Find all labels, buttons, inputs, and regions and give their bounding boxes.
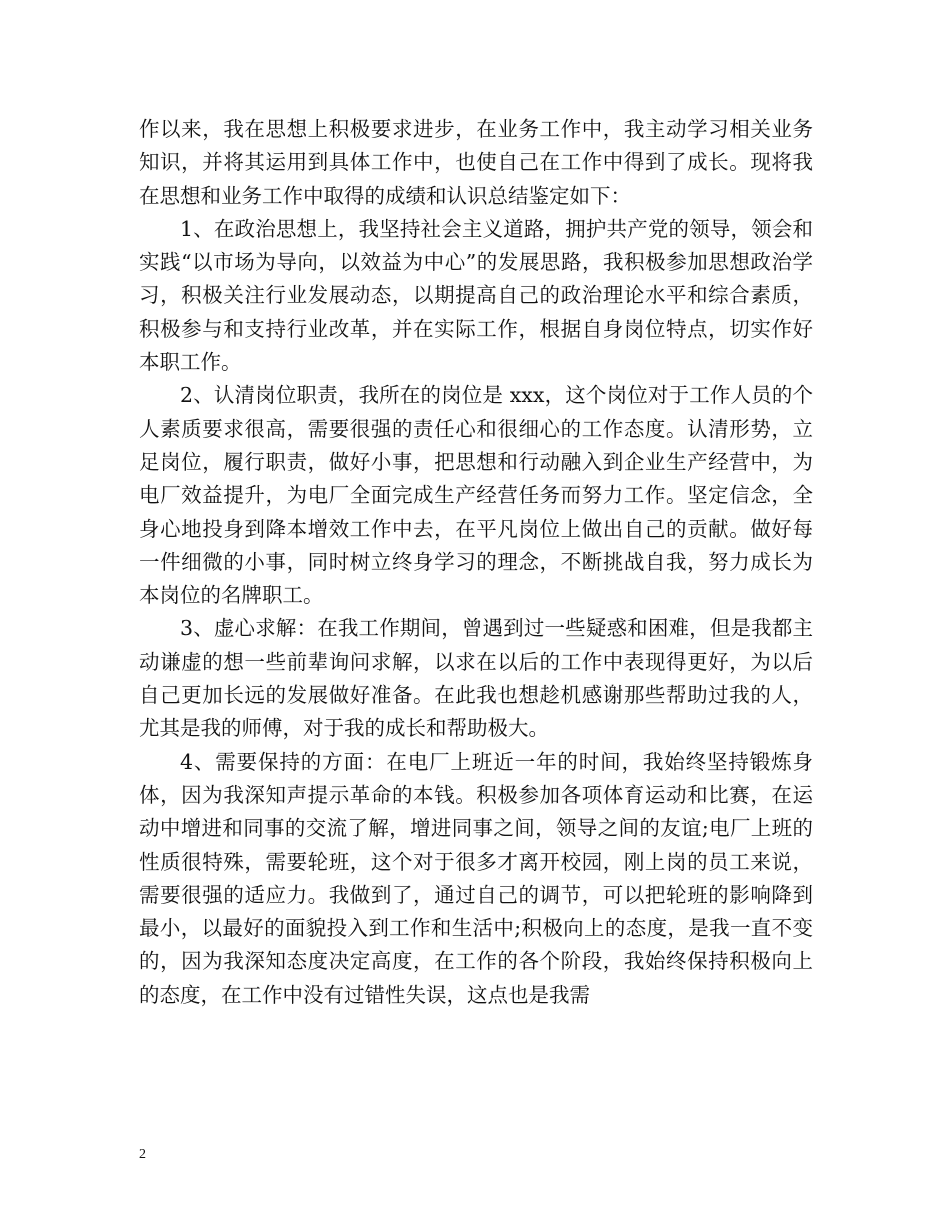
paragraph-intro: 作以来，我在思想上积极要求进步，在业务工作中，我主动学习相关业务知识，并将其运用到具体工作中，也使自己在工作中得到了成长。现将我在思想和业务工作中取得的成绩和认识总结鉴定如下： (139, 117, 813, 208)
paragraph-item-3: 3、虚心求解：在我工作期间，曾遇到过一些疑惑和困难，但是我都主动谦虚的想一些前辈询问求解，以求在以后的工作中表现得更好，为以后自己更加长远的发展做好准备。在此我也想趁机感谢那些帮助过我的人，尤其是我的师傅，对于我的成长和帮助极大。 (139, 616, 813, 741)
paragraph-item-2: 2、认清岗位职责，我所在的岗位是 xxx，这个岗位对于工作人员的个人素质要求很高，需要很强的责任心和很细心的工作态度。认清形势，立足岗位，履行职责，做好小事，把思想和行动融入到企业生产经营中，为电厂效益提升，为电厂全面完成生产经营任务而努力工作。坚定信念，全身心地投身到降本增效工作中去，在平凡岗位上做出自己的贡献。做好每一件细微的小事，同时树立终身学习的理念，不断挑战自我，努力成长为本岗位的名牌职工。 (139, 383, 813, 608)
paragraph-item-4: 4、需要保持的方面：在电厂上班近一年的时间，我始终坚持锻炼身体，因为我深知声提示革命的本钱。积极参加各项体育运动和比赛，在运动中增进和同事的交流了解，增进同事之间，领导之间的友谊;电厂上班的性质很特殊，需要轮班，这个对于很多才离开校园，刚上岗的员工来说，需要很强的适应力。我做到了，通过自己的调节，可以把轮班的影响降到最小，以最好的面貌投入到工作和生活中;积极向上的态度，是我一直不变的，因为我深知态度决定高度，在工作的各个阶段，我始终保持积极向上的态度，在工作中没有过错性失误，这点也是我需 (139, 749, 813, 1007)
document-body (139, 113, 813, 1012)
paragraph-item-1: 1、在政治思想上，我坚持社会主义道路，拥护共产党的领导，领会和实践“以市场为导向，以效益为中心”的发展思路，我积极参加思想政治学习，积极关注行业发展动态，以期提高自己的政治理论水平和综合素质，积极参与和支持行业改革，并在实际工作，根据自身岗位特点，切实作好本职工作。 (139, 216, 813, 375)
page-number: 2 (139, 1147, 146, 1162)
